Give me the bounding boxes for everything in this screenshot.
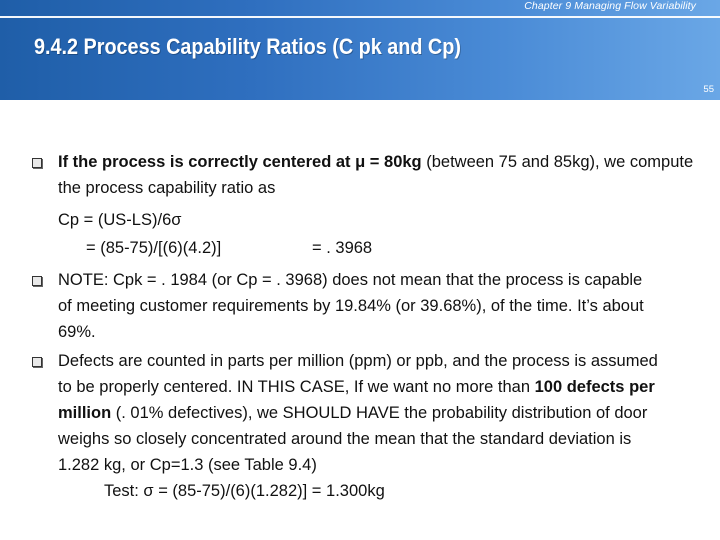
slide-body bbox=[0, 100, 720, 540]
bullet-3-part-1: Defects are counted in parts per million (ppm) or ppb, and the process is assumed to be properly centered. IN THIS CASE, If we want no more than bbox=[58, 352, 658, 396]
slide-header bbox=[0, 0, 720, 100]
bullet-1-bold: If the process is correctly centered at μ = 80kg bbox=[58, 153, 422, 171]
slide-title: 9.4.2 Process Capability Ratios (C pk and Cp) bbox=[34, 34, 461, 59]
bullet-1-text bbox=[58, 149, 698, 201]
bullet-2-text: NOTE: Cpk = . 1984 (or Cp = . 3968) does not mean that the process is capable of meeting customer requirements by 19.84% (or 39.68%), of the time. It’s about 69%. bbox=[58, 271, 644, 341]
chapter-label: Chapter 9 Managing Flow Variability bbox=[524, 0, 696, 12]
formula-line-2a: = (85-75)/[(6)(4.2)] bbox=[86, 239, 222, 257]
bullet-icon bbox=[32, 357, 42, 367]
bullet-3-bold: 100 defects per million bbox=[58, 378, 655, 422]
bullet-1-rest: (between 75 and 85kg), we compute the process capability ratio as bbox=[58, 153, 694, 197]
bullet-3-text bbox=[58, 348, 662, 478]
test-line: Test: σ = (85-75)/(6)(1.282)] = 1.300kg bbox=[104, 482, 385, 500]
page-number: 55 bbox=[703, 84, 714, 95]
bullet-icon bbox=[32, 158, 42, 168]
formula-line-1: Cp = (US-LS)/6σ bbox=[58, 211, 182, 229]
bullet-3-part-2: (. 01% defectives), we SHOULD HAVE the probability distribution of door weighs so closely concentrated around the mean that the standard deviation is 1.282 kg, or Cp=1.3 (see Table 9.4) bbox=[58, 404, 648, 474]
formula-line-2b: = . 3968 bbox=[312, 239, 373, 257]
bullet-icon bbox=[32, 276, 42, 286]
header-divider bbox=[0, 16, 720, 18]
